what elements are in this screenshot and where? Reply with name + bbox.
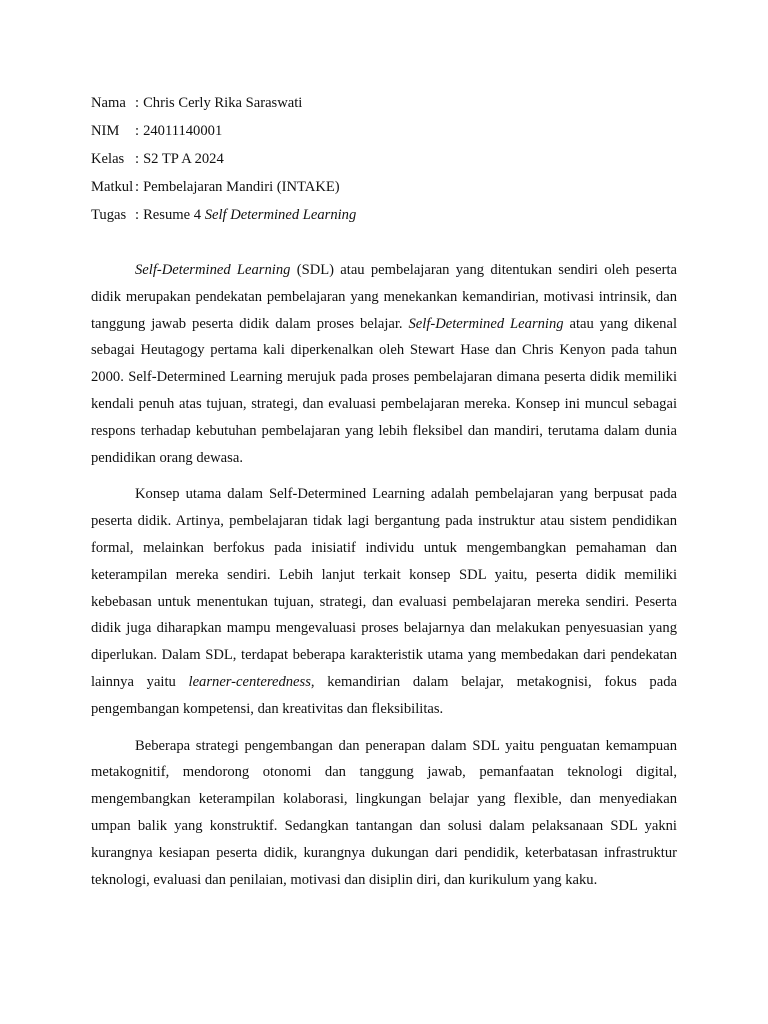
- paragraph-3: [91, 733, 677, 894]
- text-run: (SDL) atau pembelajaran yang ditentukan sendiri oleh peserta didik merupakan pendekatan pembelajaran yang menekankan kemandirian, motivasi intrinsik, dan tanggung jawab peserta didik dalam proses belajar.: [91, 262, 677, 332]
- italic-term: Self-Determined Learning: [135, 262, 291, 278]
- text-run: Konsep utama dalam Self-Determined Learning adalah pembelajaran yang berpusat pada peserta didik. Artinya, pembelajaran tidak lagi bergantung pada instruktur atau sistem pendidikan formal, melainkan berfokus pada inisiatif individu untuk mengembangkan pemahaman dan keterampilan mereka sendiri. Lebih lanjut terkait konsep SDL yaitu, peserta didik memiliki kebebasan untuk menentukan tujuan, strategi, dan evaluasi pembelajaran mereka sendiri. Peserta didik juga diharapkan mampu mengevaluasi proses belajarnya dan melakukan penyesuasian yang diperlukan. Dalam SDL, terdapat beberapa karakteristik utama yang membedakan dari pendekatan lainnya yaitu: [91, 486, 677, 690]
- document-page: [91, 89, 677, 893]
- header-row-matkul: [91, 173, 677, 201]
- field-label: Nama: [91, 95, 126, 111]
- field-value-plain: Resume 4: [143, 207, 205, 223]
- field-value: Chris Cerly Rika Saraswati: [143, 95, 303, 111]
- field-separator: :: [135, 207, 140, 223]
- field-value: 24011140001: [143, 123, 223, 139]
- field-label: Matkul: [91, 179, 134, 195]
- header-row-nama: [91, 89, 677, 117]
- header-row-tugas: [91, 201, 677, 229]
- italic-term: Self-Determined Learning: [408, 315, 564, 332]
- text-run: , kemandirian dalam belajar, metakognisi, fokus pada pengembangan kompetensi, dan kreativitas dan fleksibilitas.: [91, 673, 677, 717]
- field-label: NIM: [91, 123, 120, 139]
- header-row-kelas: [91, 145, 677, 173]
- identity-header: [91, 89, 677, 229]
- field-separator: :: [135, 179, 140, 195]
- italic-term: learner-centeredness: [188, 673, 311, 690]
- text-run: Beberapa strategi pengembangan dan penerapan dalam SDL yaitu penguatan kemampuan metakognitif, mendorong otonomi dan tanggung jawab, pemanfaatan teknologi digital, mengembangkan keterampilan kolaborasi, lingkungan belajar yang flexible, dan menyediakan umpan balik yang konstruktif. Sedangkan tantangan dan solusi dalam pelaksanaan SDL yakni kurangnya kesiapan peserta didik, kurangnya dukungan dari pendidik, keterbatasan infrastruktur teknologi, evaluasi dan penilaian, motivasi dan disiplin diri, dan kurikulum yang kaku.: [91, 737, 677, 888]
- header-row-nim: [91, 117, 677, 145]
- field-value: [143, 201, 356, 229]
- field-value-italic: Self Determined Learning: [204, 207, 357, 223]
- text-run: atau yang dikenal sebagai Heutagogy pertama kali diperkenalkan oleh Stewart Hase dan Chris Kenyon pada tahun 2000. Self-Determined Learning merujuk pada proses pembelajaran dimana peserta didik memiliki kendali penuh atas tujuan, strategi, dan evaluasi pembelajaran mereka. Konsep ini muncul sebagai respons terhadap kebutuhan pembelajaran yang lebih fleksibel dan mandiri, terutama dalam dunia pendidikan orang dewasa.: [91, 315, 677, 466]
- field-separator: :: [135, 123, 140, 139]
- field-separator: :: [135, 95, 140, 111]
- paragraph-2: [91, 481, 677, 722]
- field-label: Tugas: [91, 207, 127, 223]
- field-label: Kelas: [91, 151, 125, 167]
- field-separator: :: [135, 151, 140, 167]
- field-value: Pembelajaran Mandiri (INTAKE): [143, 179, 340, 195]
- field-value: S2 TP A 2024: [143, 151, 224, 167]
- paragraph-1: [91, 257, 677, 471]
